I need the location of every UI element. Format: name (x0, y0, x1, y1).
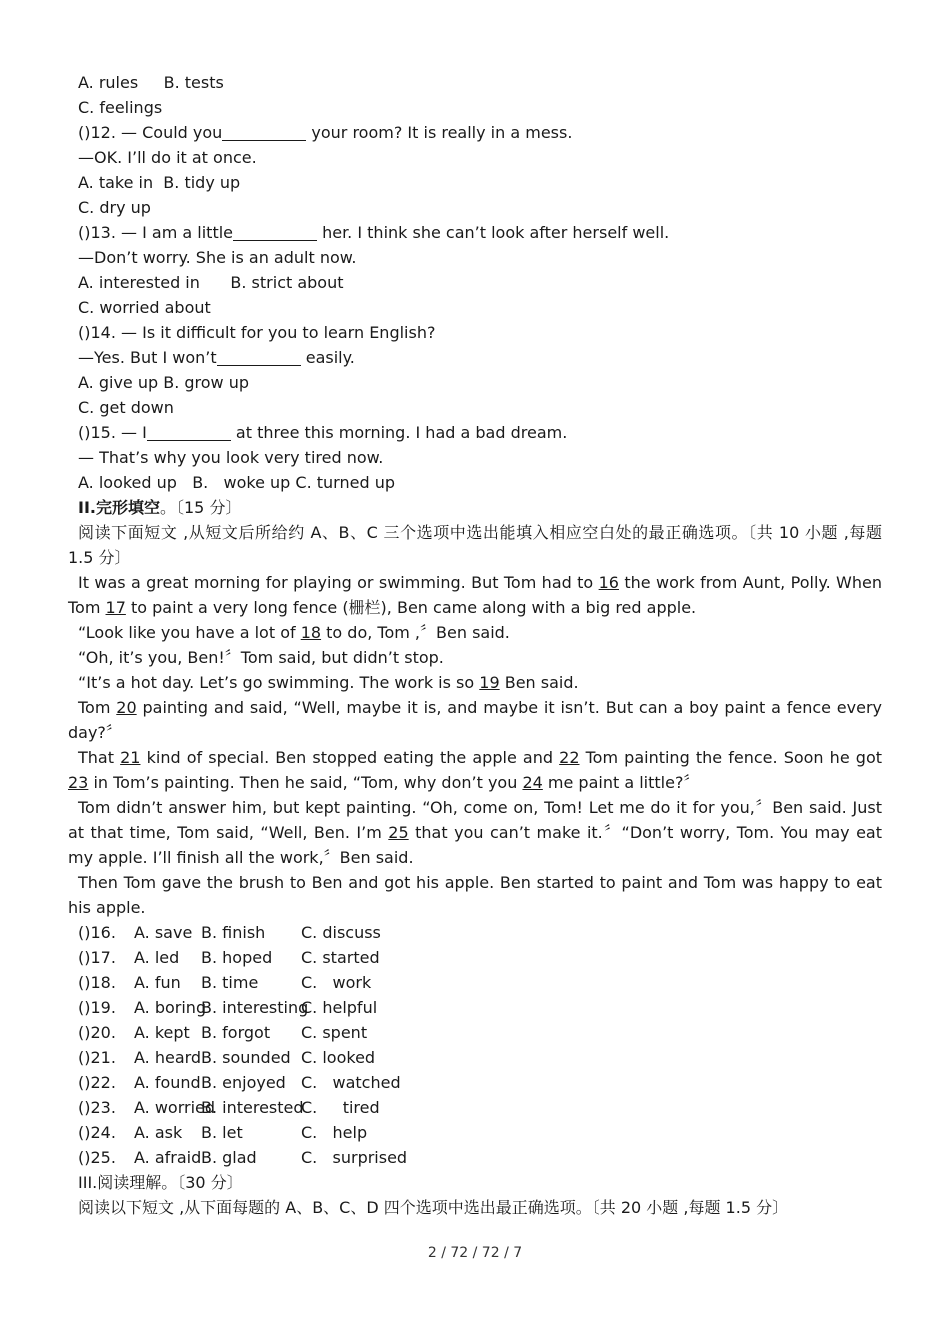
cloze-option-row (68, 1070, 882, 1095)
option-b: B. interesting (201, 998, 309, 1017)
option-c: C. discuss (301, 923, 381, 942)
q11-option-c: C. feelings (78, 98, 163, 117)
blank-number: 21 (120, 748, 141, 767)
cloze-option-row (68, 1020, 882, 1045)
option-c: C. help (301, 1123, 368, 1142)
section-3-instruction: 阅读以下短文 ,从下面每题的 A、B、C、D 四个选项中选出最正确选项。〔共 20 小题 ,每题 1.5 分〕 (78, 1198, 789, 1217)
answer-blank (233, 224, 317, 241)
question-number: ()17. (78, 948, 116, 967)
q13-prompt: ()13. — I am a little her. I think she can’t look after herself well. (78, 223, 670, 242)
cloze-options-list (68, 920, 882, 1170)
q11-options-ab (68, 70, 882, 95)
q12-reply: —OK. I’ll do it at once. (78, 148, 257, 167)
option-a: A. boring (134, 998, 207, 1017)
question-number: ()24. (78, 1123, 116, 1142)
option-c: C. helpful (301, 998, 378, 1017)
passage-paragraph-2: “Look like you have a lot of 18 to do, Tom ,〞Ben said. (78, 623, 510, 642)
option-a: A. found (134, 1073, 201, 1092)
answer-blank (222, 124, 306, 141)
answer-blank (217, 349, 301, 366)
option-b: B. finish (201, 923, 266, 942)
passage-paragraph-5: Tom 20 painting and said, “Well, maybe it is, and maybe it isn’t. But can a boy paint a fence every day?〞 (68, 698, 883, 742)
option-b: B. glad (201, 1148, 257, 1167)
question-number: ()18. (78, 973, 116, 992)
cloze-option-row (68, 1045, 882, 1070)
blank-number: 22 (559, 748, 580, 767)
passage-paragraph-1: It was a great morning for playing or swimming. But Tom had to 16 the work from Aunt, Polly. When Tom 17 to paint a very long fence (栅栏), Ben came along with a big red apple. (68, 573, 882, 617)
option-b: B. sounded (201, 1048, 291, 1067)
answer-blank (147, 424, 231, 441)
option-c: C. surprised (301, 1148, 408, 1167)
option-a: A. ask (134, 1123, 183, 1142)
option-a: A. fun (134, 973, 181, 992)
cloze-option-row (68, 1095, 882, 1120)
q15-reply: — That’s why you look very tired now. (78, 448, 384, 467)
option-a: A. worried (134, 1098, 216, 1117)
option-b: B. interested (201, 1098, 304, 1117)
option-c: C. spent (301, 1023, 368, 1042)
blank-number: 20 (116, 698, 137, 717)
q15-options: A. looked up B. woke up C. turned up (78, 473, 395, 492)
option-a: A. rules (78, 73, 139, 92)
question-number: ()21. (78, 1048, 116, 1067)
q13-option-c: C. worried about (78, 298, 211, 317)
option-b: B. enjoyed (201, 1073, 286, 1092)
passage-paragraph-8: Then Tom gave the brush to Ben and got his apple. Ben started to paint and Tom was happy to eat his apple. (68, 873, 882, 917)
question-number: ()23. (78, 1098, 116, 1117)
option-c: C. started (301, 948, 380, 967)
blank-number: 25 (388, 823, 409, 842)
option-b: B. tests (163, 73, 224, 92)
option-c: C. work (301, 973, 372, 992)
cloze-option-row (68, 1145, 882, 1170)
option-b: B. forgot (201, 1023, 271, 1042)
q13-options-ab: A. interested in B. strict about (78, 273, 344, 292)
cloze-option-row (68, 1120, 882, 1145)
option-c: C. looked (301, 1048, 376, 1067)
question-number: ()22. (78, 1073, 116, 1092)
cloze-option-row (68, 995, 882, 1020)
blank-number: 17 (105, 598, 126, 617)
option-c: C. watched (301, 1073, 401, 1092)
q12-option-c: C. dry up (78, 198, 151, 217)
cloze-option-row (68, 945, 882, 970)
blank-number: 18 (300, 623, 322, 642)
option-a: A. led (134, 948, 180, 967)
blank-number: 24 (522, 773, 543, 792)
q12-prompt: ()12. — Could you your room? It is really in a mess. (78, 123, 573, 142)
option-b: B. hoped (201, 948, 273, 967)
option-a: A. afraid (134, 1148, 202, 1167)
question-number: ()19. (78, 998, 116, 1017)
section-3-heading: III.阅读理解。〔30 分〕 (78, 1173, 243, 1192)
page-footer: 2 / 72 / 72 / 7 (427, 1245, 523, 1261)
q12-options-ab: A. take in B. tidy up (78, 173, 241, 192)
option-c: C. tired (301, 1098, 380, 1117)
q14-prompt: ()14. — Is it difficult for you to learn English? (78, 323, 436, 342)
option-a: A. kept (134, 1023, 190, 1042)
section-2-heading: II.完形填空。〔15 分〕 (78, 498, 242, 517)
q14-options-ab: A. give up B. grow up (78, 373, 250, 392)
passage-paragraph-3: “Oh, it’s you, Ben!〞Tom said, but didn’t stop. (78, 648, 444, 667)
option-b: B. let (201, 1123, 243, 1142)
question-number: ()16. (78, 923, 116, 942)
cloze-option-row (68, 970, 882, 995)
question-number: ()25. (78, 1148, 116, 1167)
document-page (68, 70, 882, 1220)
passage-paragraph-7: Tom didn’t answer him, but kept painting. “Oh, come on, Tom! Let me do it for you,〞Ben said. Just at that time, Tom said, “Well, Ben. I’m 25 that you can’t make it.〞“Don’t worry, Tom. You may eat my apple. I’ll finish all the work,〞Ben said. (68, 798, 882, 867)
passage-paragraph-6: That 21 kind of special. Ben stopped eating the apple and 22 Tom painting the fence. Soon he got 23 in Tom’s painting. Then he said, “Tom, why don’t you 24 me paint a little?〞 (68, 748, 883, 792)
blank-number: 19 (479, 673, 500, 692)
q14-option-c: C. get down (78, 398, 174, 417)
blank-number: 16 (598, 573, 619, 592)
q14-reply: —Yes. But I won’t easily. (78, 348, 355, 367)
q15-prompt: ()15. — I at three this morning. I had a bad dream. (78, 423, 568, 442)
option-a: A. heard (134, 1048, 202, 1067)
cloze-option-row (68, 920, 882, 945)
option-a: A. save (134, 923, 193, 942)
option-b: B. time (201, 973, 259, 992)
blank-number: 23 (68, 773, 89, 792)
q13-reply: —Don’t worry. She is an adult now. (78, 248, 357, 267)
question-number: ()20. (78, 1023, 116, 1042)
passage-paragraph-4: “It’s a hot day. Let’s go swimming. The work is so 19 Ben said. (78, 673, 579, 692)
section-2-instruction: 阅读下面短文 ,从短文后所给约 A、B、C 三个选项中选出能填入相应空白处的最正确选项。〔共 10 小题 ,每题 1.5 分〕 (68, 523, 882, 567)
